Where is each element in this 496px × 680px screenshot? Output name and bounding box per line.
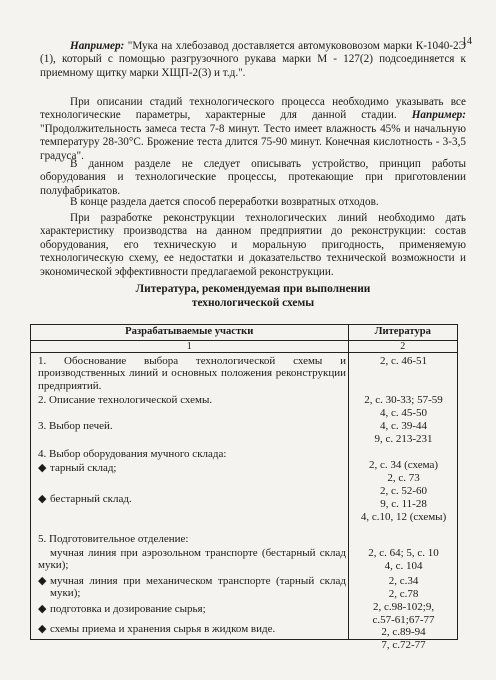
ref-3b: 9, с. 213-231: [374, 432, 433, 445]
ref-2a: 2, с. 30-33; 57-59: [364, 393, 443, 406]
parameters-example-label: Например:: [411, 109, 466, 122]
section-1: 1. Обоснование выбора технологической схемы и производственных линий и основных положения реконструкции предприятий.: [38, 354, 346, 392]
bullet-icon: ◆: [38, 492, 47, 505]
ref-4b2: 9, с. 11-28: [380, 497, 427, 510]
column-number-2: 2: [348, 340, 457, 352]
parameters-text-before: При описании стадий технологического процесса необходимо указывать все технологические параметры, характерные для данной стадии.: [40, 96, 466, 122]
reconstruction-paragraph: При разработке реконструкции технологических линий необходимо дать характеристику производства на данном предприятии до реконструкции: состав оборудования, его техническую и моральную пригодность, применяемую технологическую схему, ее недостатки и доказательство технической возможности и экономической эффективности предлагаемой реконструкции.: [40, 212, 466, 278]
ref-5a1: 2, с. 64; 5, с. 10: [368, 546, 439, 559]
section-4b-text: бестарный склад.: [50, 492, 132, 505]
ref-4a2: 2, с. 73: [387, 471, 420, 484]
section-heading-line-2: технологической схемы: [191, 297, 315, 309]
ref-5d1: 2, с.89-94: [381, 625, 426, 638]
ref-2b: 4, с. 45-50: [380, 406, 428, 419]
bullet-icon: ◆: [38, 461, 47, 474]
ref-4a1: 2, с. 34 (схема): [368, 458, 439, 471]
section-5c-text: подготовка и дозирование сырья;: [50, 602, 206, 615]
section-3: 3. Выбор печей.: [38, 419, 113, 432]
ref-5a2: 4, с. 104: [384, 559, 423, 572]
section-5: 5. Подготовительное отделение:: [38, 532, 189, 545]
example-paragraph: [40, 40, 466, 80]
ref-5c1: 2, с.98-102;9,: [372, 600, 435, 613]
literature-cell: [348, 352, 457, 651]
page-number: 14: [462, 36, 472, 47]
section-5d: [38, 623, 346, 636]
sections-cell: [31, 352, 349, 639]
ref-5b2: 2, с.78: [388, 587, 419, 600]
bullet-icon: ◆: [38, 602, 47, 615]
ref-5b1: 2, с.34: [388, 574, 419, 587]
ref-3a: 4, с. 39-44: [380, 419, 428, 432]
section-4b: [38, 493, 346, 506]
waste-paragraph: В конце раздела дается способ переработки возвратных отходов.: [70, 196, 379, 208]
parameters-text-after: "Продолжительность замеса теста 7-8 минут. Тесто имеет влажность 45% и начальную температуру 28-30°С. Брожение теста длится 75-90 минут. Конечная кислотность - 3-3,5 градуса".: [40, 122, 466, 162]
example-text: "Мука на хлебозавод доставляется автомукововозом марки К-1040-2Э (1), который с помощью разгрузочного рукава марки М - 127(2) подсоединяется к приемному щитку марки ХЩП-2(3) и т.д.".: [40, 40, 466, 79]
section-5d-text: схемы приема и хранения сырья в жидком виде.: [50, 622, 276, 635]
ref-5d2: 7, с.72-77: [381, 638, 426, 651]
ref-1: 2, с. 46-51: [380, 354, 428, 367]
section-4a: [38, 462, 346, 475]
table-header-row: [31, 325, 458, 341]
bullet-icon: ◆: [38, 622, 47, 635]
header-literature: Литература: [348, 325, 457, 341]
section-4: 4. Выбор оборудования мучного склада:: [38, 447, 227, 460]
description-note-paragraph: В данном разделе не следует описывать устройство, принцип работы оборудования и технологические процессы, протекающие при приготовлении полуфабрикатов.: [40, 158, 466, 197]
table-number-row: [31, 340, 458, 352]
column-number-1: 1: [31, 340, 349, 352]
section-5c: [38, 603, 346, 616]
parameters-paragraph: [40, 96, 466, 163]
table-body-row: [31, 352, 458, 639]
example-label: Например:: [70, 40, 125, 52]
literature-table: [30, 324, 458, 651]
ref-4b3: 4, с.10, 12 (схемы): [360, 510, 447, 523]
section-5b: [38, 575, 346, 600]
section-5a: мучная линия при аэрозольном транспорте (бестарный склад муки);: [38, 546, 346, 572]
section-2: 2. Описание технологической схемы.: [38, 393, 213, 406]
ref-4b1: 2, с. 52-60: [380, 484, 428, 497]
header-sections: Разрабатываемые участки: [31, 325, 349, 341]
section-5b-text: мучная линия при механическом транспорте (тарный склад муки);: [50, 574, 346, 600]
ref-5c2: с.57-61;67-77: [372, 613, 435, 626]
bullet-icon: ◆: [38, 574, 47, 587]
section-heading-line-1: Литература, рекомендуемая при выполнении: [135, 283, 371, 295]
section-4a-text: тарный склад;: [50, 461, 117, 474]
